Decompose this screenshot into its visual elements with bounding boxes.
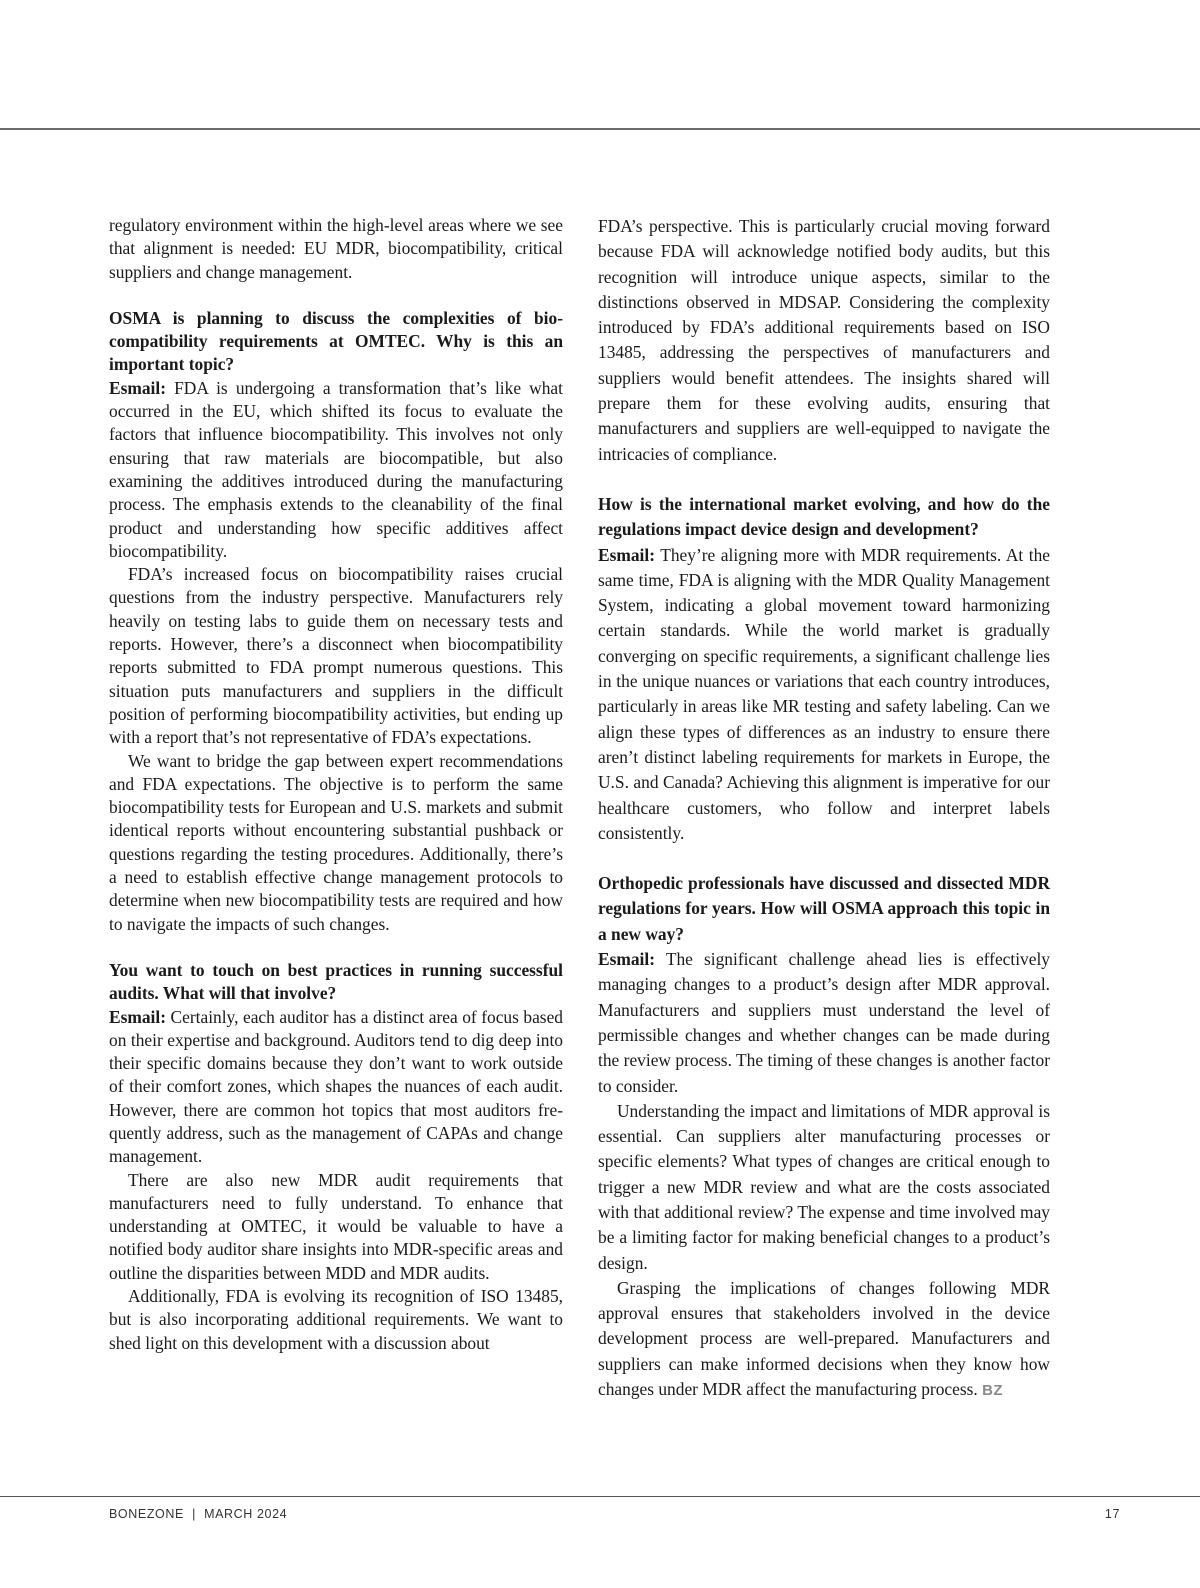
closing-text: Grasping the implications of changes following MDR approval ensures that stakeholders involved in the device development process are well-prepared. Manufacturers and suppliers can make informed decisions when they know how changes under MDR affect the manufacturing process. bbox=[598, 1277, 1050, 1400]
speaker-label: Esmail: bbox=[109, 377, 167, 398]
answer-text: FDA is undergoing a transformation that’s like what occurred in the EU, which shifted its focus to evaluate the factors that influence biocompatibility. This involves not only ensuring that raw materials are biocompatible, but also examining the additives introduced during the manufacturing process. The emphasis extends to the cleanability of the final product and understanding how specific additives affect biocompatibility. bbox=[109, 377, 563, 561]
end-mark-logo: BZ bbox=[982, 1382, 1004, 1400]
paragraph: There are also new MDR audit requirements that manufacturers need to fully understand. To enhance that understanding at OMTEC, it would be valuable to have a notified body auditor share insights into MDR-specific areas and outline the disparities between MDD and MDR audits. bbox=[109, 1169, 563, 1283]
paragraph: FDA’s perspective. This is particularly crucial moving forward because FDA will acknowledge notified body audits, but this recognition will introduce unique aspects, similar to the distinctions observed in MDSAP. Considering the complexity introduced by FDA’s additional requirements based on ISO 13485, addressing the perspectives of manufacturers and suppliers would benefit attendees. The insights shared will prepare them for these evolving audits, ensuring that manufacturers and suppliers are well-equipped to navigate the intricacies of compliance. bbox=[598, 216, 1050, 464]
speaker-label: Esmail: bbox=[598, 949, 656, 970]
left-column bbox=[109, 214, 563, 1355]
answer-paragraph bbox=[598, 543, 1050, 847]
right-column bbox=[598, 214, 1050, 1403]
paragraph: FDA’s increased focus on biocompatibility raises crucial questions from the industry perspective. Manufacturers rely heavily on testing labs to guide them on necessary tests and reports. However, there’s a disconnect when biocompatibility reports submitted to FDA prompt numerous questions. This situation puts manufacturers and suppliers in the difficult position of performing biocompatibility activities, but ending up with a report that’s not representative of FDA’s expectations. bbox=[109, 564, 563, 748]
paragraph bbox=[598, 1276, 1050, 1403]
top-rule bbox=[0, 128, 1200, 130]
question-heading: Orthopedic professionals have discussed and dissected MDR regulations for years. How will OSMA approach this topic in a new way? bbox=[598, 873, 1050, 944]
answer-paragraph bbox=[109, 377, 563, 563]
answer-text: Certainly, each auditor has a distinct area of focus based on their expertise and background. Auditors tend to dig deep into their specific domains because they don’t want to work outside of their comfort zones, which shapes the nuances of each audit. However, there are common hot topics that most auditors frequently address, such as the management of CAPAs and change management. bbox=[109, 1006, 563, 1167]
answer-text: The significant challenge ahead lies is effectively managing changes to a product’s design after MDR approval. Manufacturers and suppliers must understand the level of permissible changes and whether changes can be made during the review process. The timing of these changes is another factor to consider. bbox=[598, 949, 1050, 1096]
paragraph: We want to bridge the gap between expert recommendations and FDA expectations. The objective is to perform the same biocompatibility tests for European and U.S. markets and submit identical reports without encountering substantial pushback or questions regarding the testing procedures. Additionally, there’s a need to establish effective change management protocols to determine when new biocompatibility tests are required and how to navigate the impacts of such changes. bbox=[109, 750, 563, 934]
paragraph: Understanding the impact and limitations of MDR approval is essential. Can suppliers alter manufacturing processes or specific elements? What types of changes are critical enough to trigger a new MDR review and what are the costs associated with that additional review? The expense and time involved may be a limiting factor for making beneficial changes to a product’s design. bbox=[598, 1100, 1050, 1273]
speaker-label: Esmail: bbox=[598, 544, 656, 565]
paragraph: Additionally, FDA is evolving its recognition of ISO 13485, but is also incorporating additional requirements. We want to shed light on this development with a discussion about bbox=[109, 1286, 563, 1353]
answer-text: They’re aligning more with MDR requirements. At the same time, FDA is aligning with the MDR Quality Management System, indicating a global movement toward harmonizing certain standards. While the world market is gradually converging on specific requirements, a significant challenge lies in the unique nuances or variations that each country introduces, particularly in areas like MR testing and safety labeling. Can we align these types of differences as an industry to ensure there aren’t distinct labeling requirements for markets in Europe, the U.S. and Canada? Achieving this alignment is imperative for our healthcare customers, who follow and interpret labels consistently. bbox=[598, 544, 1050, 843]
question-heading: OSMA is planning to discuss the complexities of biocompatibility requirements at OMTEC. Why is this an important topic? bbox=[109, 307, 563, 375]
page-number: 17 bbox=[1104, 1507, 1120, 1521]
paragraph: regulatory environment within the high-level areas where we see that alignment is needed: EU MDR, biocompatibility, critical suppliers and change management. bbox=[109, 215, 563, 282]
answer-paragraph bbox=[598, 947, 1050, 1099]
answer-paragraph bbox=[109, 1006, 563, 1169]
bottom-rule bbox=[0, 1496, 1200, 1497]
question-heading: You want to touch on best practices in running successful audits. What will that involve? bbox=[109, 959, 563, 1004]
footer-publication: BONEZONE | MARCH 2024 bbox=[109, 1507, 288, 1521]
question-heading: How is the international market evolving, and how do the regulations impact device design and development? bbox=[598, 493, 1050, 540]
speaker-label: Esmail: bbox=[109, 1006, 167, 1027]
